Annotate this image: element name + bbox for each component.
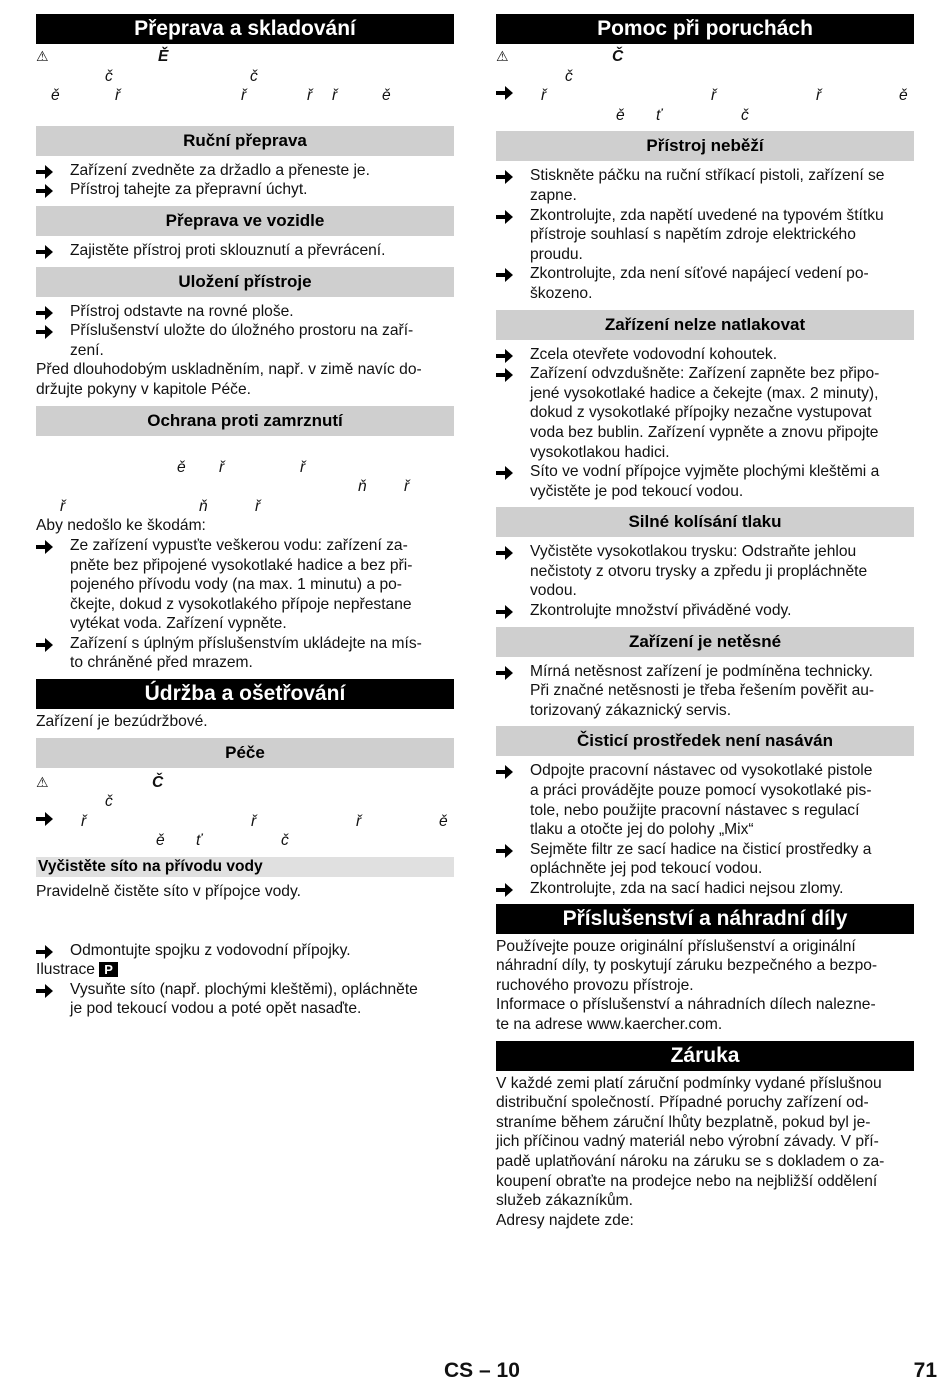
text-line: ruchového provozu přístroje. [496, 976, 694, 994]
list-item-text: Zařízení zvedněte za držadlo a přeneste je. [70, 161, 370, 179]
warning-triangle-icon: ⚠ [496, 48, 509, 64]
pressure-fluctuation-heading: Silné kolísání tlaku [496, 507, 914, 537]
frost-fragment: ě [177, 458, 186, 476]
transport-heading: Přeprava a skladování [36, 14, 454, 44]
help-fragment: ř [816, 87, 822, 105]
list-item-text: Vysuňte síto (např. plochými kleštěmi), opláchněte [70, 980, 418, 998]
list-item [36, 536, 454, 634]
list-item [36, 241, 454, 261]
text-line: služeb zákazníkům. [496, 1192, 633, 1210]
list-item-text: Zkontrolujte množství přiváděné vody. [530, 602, 792, 620]
care-fragment: ř [251, 812, 257, 830]
help-fragment: č [741, 106, 749, 124]
list-item-text: Při značné netěsnosti je třeba řešením pověřit au- [530, 682, 875, 700]
help-fragment-line-2 [496, 67, 914, 87]
device-leaking-heading: Zařízení je netěsné [496, 627, 914, 657]
list-item [496, 840, 914, 879]
care-fragment: ě [439, 812, 448, 830]
right-arrow-icon [496, 86, 513, 106]
detergent-heading: Čisticí prostředek není nasáván [496, 726, 914, 756]
transport-fragment-line-3 [36, 86, 454, 106]
right-arrow-icon [36, 321, 54, 341]
care-fragment: č [105, 793, 113, 811]
text-line: koupení obraťte na prodejce nebo na nejbližší oddělení [496, 1172, 878, 1190]
accessories-heading: Příslušenství a náhradní díly [496, 904, 914, 934]
list-item-text: jené vysokotlaké hadice a čekejte (max. 2 minuty), [530, 384, 879, 402]
frost-protection-heading: Ochrana proti zamrznutí [36, 406, 454, 436]
storage-heading: Uložení přístroje [36, 267, 454, 297]
vehicle-transport-heading: Přeprava ve vozidle [36, 206, 454, 236]
right-arrow-icon [496, 662, 514, 682]
transport-fragment: č [105, 67, 113, 85]
right-arrow-icon [36, 536, 54, 556]
list-item [496, 364, 914, 462]
storage-note: držujte pokyny v kapitole Péče. [36, 380, 251, 398]
device-not-running-heading: Přístroj neběží [496, 131, 914, 161]
help-fragment: ě [616, 106, 625, 124]
list-item [496, 601, 914, 621]
list-item-text: Vyčistěte vysokotlakou trysku: Odstraňte jehlou [530, 543, 857, 561]
warranty-heading: Záruka [496, 1041, 914, 1071]
text-line: V každé zemi platí záruční podmínky vydané příslušnou [496, 1074, 882, 1092]
text-line: Používejte pouze originální příslušenství a originální [496, 937, 856, 955]
list-item [36, 180, 454, 200]
text-line: Informace o příslušenství a náhradních dílech nalezne- [496, 996, 876, 1014]
text-line: distribuční společností. Případné poruchy zařízení od- [496, 1094, 869, 1112]
list-item-text: je pod tekoucí vodou a poté opět nasaďte. [70, 1000, 362, 1018]
list-item-text: Přístroj odstavte na rovné ploše. [70, 302, 294, 320]
list-item-text: Sejměte filtr ze sací hadice na čisticí prostředky a [530, 840, 872, 858]
warning-triangle-icon: ⚠ [36, 48, 49, 64]
transport-fragment: ř [307, 87, 313, 105]
page-code: CS – 10 [444, 1359, 520, 1382]
list-item [36, 161, 454, 181]
text-line: padě uplatňování nároku na záruku se s dokladem o za- [496, 1152, 885, 1170]
list-item-text: vysokotlakou hadici. [530, 443, 670, 461]
right-arrow-icon [36, 941, 54, 961]
list-item-text: Stiskněte páčku na ruční stříkací pistoli, zařízení se [530, 167, 885, 185]
list-item-text: vyčistěte je pod tekoucí vodou. [530, 482, 744, 500]
list-item [36, 302, 454, 322]
list-item [496, 264, 914, 303]
illustration-badge: P [99, 962, 118, 977]
illustration-reference [36, 960, 454, 980]
manual-transport-heading: Ruční přeprava [36, 126, 454, 156]
help-fragment: č [565, 67, 573, 85]
list-item-text: vytékat voda. Zařízení vypněte. [70, 615, 287, 633]
care-fragment: ř [356, 812, 362, 830]
list-item-text: torizovaný zákaznický servis. [530, 701, 732, 719]
care-fragment: ř [81, 812, 87, 830]
care-fragment: ě [156, 832, 165, 850]
accessories-text [496, 937, 914, 1035]
right-arrow-icon [496, 879, 514, 899]
help-fragment: ř [711, 87, 717, 105]
list-item-text: Zkontrolujte, zda není síťové napájecí vedení po- [530, 265, 869, 283]
list-item-text: Zcela otevřete vodovodní kohoutek. [530, 345, 778, 363]
list-item-text: přístroje souhlasí s napětím zdroje elektrického [530, 226, 856, 244]
right-arrow-icon [36, 161, 54, 181]
care-fragment-line-3 [36, 812, 454, 832]
care-fragment: ť [196, 832, 202, 850]
list-item-text: Odmontujte spojku z vodovodní přípojky. [70, 941, 351, 959]
list-item-text: proudu. [530, 245, 583, 263]
care-fragment: č [281, 832, 289, 850]
text-line: jich příčinou vadný materiál nebo výrobní závady. V pří- [496, 1133, 879, 1151]
help-fragment: ě [899, 87, 908, 105]
help-fragment: Č [612, 48, 624, 65]
list-item-text: Příslušenství uložte do úložného prostoru na zaří- [70, 322, 414, 340]
right-arrow-icon [496, 761, 514, 781]
list-item-text: Ze zařízení vypusťte veškerou vodu: zařízení za- [70, 536, 408, 554]
help-fragment-line-1 [496, 47, 914, 67]
list-item-text: vodou. [530, 582, 577, 600]
text-line: Adresy najdete zde: [496, 1211, 634, 1229]
frost-fragment: ř [255, 497, 261, 515]
right-arrow-icon [496, 364, 514, 384]
frost-fragment-line-1 [36, 458, 454, 478]
list-item [36, 980, 454, 1019]
list-item-text: Zařízení odvzdušněte: Zařízení zapněte bez připo- [530, 365, 880, 383]
list-item [496, 542, 914, 601]
right-arrow-icon [36, 241, 54, 261]
list-item-text: Mírná netěsnost zařízení je podmíněna technicky. [530, 662, 873, 680]
frost-fragment: ř [300, 458, 306, 476]
care-fragment-line-2 [36, 792, 454, 812]
help-fragment: ř [541, 87, 547, 105]
list-item [36, 941, 454, 961]
frost-fragment: ň [358, 478, 367, 496]
list-item-text: Přístroj tahejte za přepravní úchyt. [70, 181, 308, 199]
right-arrow-icon [36, 302, 54, 322]
list-item-text: to chráněné před mrazem. [70, 654, 253, 672]
list-item-text: voda bez bublin. Zařízení vypněte a znovu připojte [530, 423, 879, 441]
right-arrow-icon [496, 345, 514, 365]
list-item-text: tole, nebo použijte pracovní nástavec s regulací [530, 801, 860, 819]
care-heading: Péče [36, 738, 454, 768]
maintenance-text: Zařízení je bezúdržbové. [36, 713, 208, 731]
list-item [496, 345, 914, 365]
right-arrow-icon [36, 812, 53, 832]
list-item [496, 166, 914, 205]
right-arrow-icon [36, 980, 54, 1000]
list-item-text: a práci provádějte pouze pomocí vysokotlaké pis- [530, 782, 872, 800]
right-arrow-icon [496, 462, 514, 482]
transport-fragment: ř [332, 87, 338, 105]
maintenance-heading: Údržba a ošetřování [36, 679, 454, 709]
right-arrow-icon [496, 206, 514, 226]
transport-fragment: č [250, 67, 258, 85]
text-line: straníme během záruční lhůty bezplatně, pokud byl je- [496, 1113, 871, 1131]
sieve-text: Pravidelně čistěte síto v přípojce vody. [36, 883, 301, 901]
list-item-text: Síto ve vodní přípojce vyjměte plochými kleštěmi a [530, 463, 880, 481]
list-item-text: pněte bez připojené vysokotlaké hadice a bez při- [70, 556, 413, 574]
care-fragment: Č [152, 773, 164, 791]
care-fragment-line-4 [36, 831, 454, 851]
frost-intro: Aby nedošlo ke škodám: [36, 517, 206, 535]
transport-fragment: ě [382, 87, 391, 105]
right-arrow-icon [496, 840, 514, 860]
transport-fragment-line-1 [36, 47, 454, 67]
frost-fragment: ř [404, 478, 410, 496]
list-item [36, 321, 454, 360]
right-column [496, 14, 914, 1230]
list-item [496, 662, 914, 721]
list-item [496, 462, 914, 501]
frost-fragment: ř [219, 458, 225, 476]
right-arrow-icon [496, 166, 514, 186]
sieve-heading: Vyčistěte síto na přívodu vody [36, 857, 454, 877]
list-item-text: dokud z vysokotlaké přípojky nezačne vystupovat [530, 404, 872, 422]
right-arrow-icon [496, 601, 514, 621]
list-item-text: Zkontrolujte, zda na sací hadici nejsou zlomy. [530, 880, 844, 897]
list-item-text: zapne. [530, 186, 577, 204]
transport-fragment: ř [241, 87, 247, 105]
help-fragment-line-4 [496, 106, 914, 126]
frost-fragment: ň [199, 497, 208, 515]
list-item-text: škozeno. [530, 284, 593, 302]
warranty-text [496, 1074, 914, 1231]
help-fragment-line-3 [496, 86, 914, 106]
right-arrow-icon [496, 542, 514, 562]
transport-fragment: ě [51, 87, 60, 105]
list-item-text: Zařízení s úplným příslušenstvím ukládejte na mís- [70, 634, 422, 652]
text-line: te na adrese www.kaercher.com. [496, 1015, 723, 1033]
list-item [496, 761, 914, 839]
frost-fragment: ř [60, 497, 66, 515]
troubleshooting-heading: Pomoc při poruchách [496, 14, 914, 44]
list-item [496, 879, 914, 899]
right-arrow-icon [36, 180, 54, 200]
right-arrow-icon [36, 634, 54, 654]
list-item-text: pojeného přívodu vody (na max. 1 minutu) a po- [70, 576, 402, 594]
storage-note: Před dlouhodobým uskladněním, např. v zimě navíc do- [36, 361, 422, 379]
text-line: náhradní díly, ty poskytují záruku bezpečného a bezpo- [496, 957, 878, 975]
frost-fragment-line-3 [36, 497, 454, 517]
list-item-text: Odpojte pracovní nástavec od vysokotlaké pistole [530, 762, 873, 780]
list-item-text: nečistoty z otvoru trysky a zpředu ji propláchněte [530, 562, 868, 580]
transport-fragment: Ě [158, 48, 169, 65]
warning-triangle-icon: ⚠ [36, 773, 49, 790]
transport-fragment-line-2 [36, 67, 454, 87]
list-item [496, 206, 914, 265]
page-number: 71 [913, 1359, 937, 1382]
help-fragment: ť [656, 106, 662, 124]
list-item-text: zení. [70, 341, 104, 359]
list-item-text: opláchněte jej pod tekoucí vodou. [530, 860, 763, 878]
right-arrow-icon [496, 264, 514, 284]
no-pressure-heading: Zařízení nelze natlakovat [496, 310, 914, 340]
list-item-text: Zajistěte přístroj proti sklouznutí a převrácení. [70, 241, 386, 259]
illustration-label: Ilustrace [36, 961, 95, 979]
list-item-text: tlaku a otočte jej do polohy „Mix“ [530, 821, 754, 839]
transport-fragment: ř [115, 87, 121, 105]
list-item-text: Zkontrolujte, zda napětí uvedené na typovém štítku [530, 206, 884, 224]
list-item-text: čkejte, dokud z vysokotlakého přípoje nepřestane [70, 595, 412, 613]
frost-fragment-line-2 [36, 477, 454, 497]
list-item [36, 634, 454, 673]
left-column [36, 14, 454, 1019]
care-fragment-line-1 [36, 773, 454, 793]
